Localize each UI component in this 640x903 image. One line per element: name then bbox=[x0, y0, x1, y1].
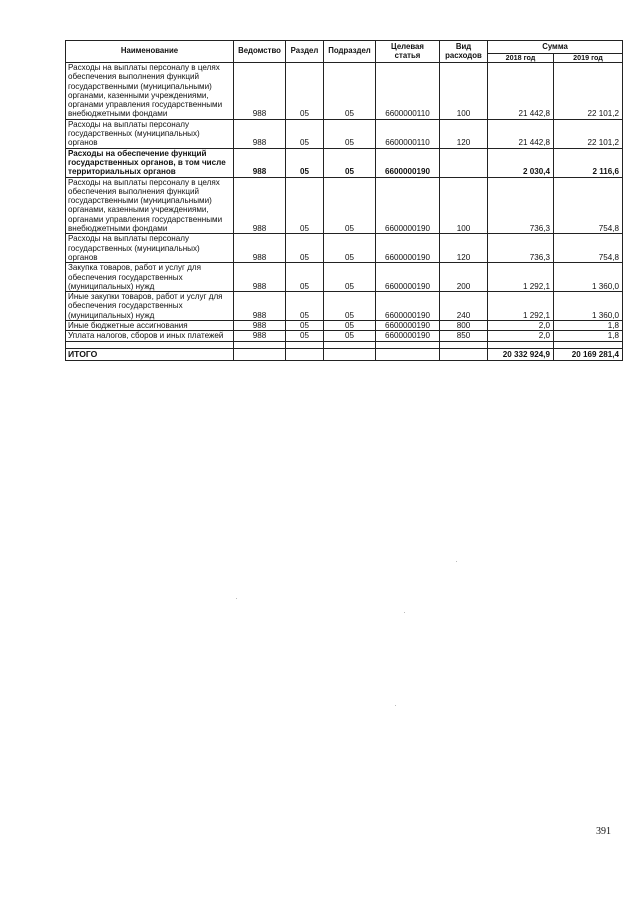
row-sum-2019: 754,8 bbox=[554, 177, 623, 234]
row-department: 988 bbox=[234, 331, 286, 341]
row-expense-type bbox=[440, 148, 488, 177]
empty-cell bbox=[440, 348, 488, 360]
row-department: 988 bbox=[234, 263, 286, 292]
table-row bbox=[66, 263, 623, 292]
row-target-article: 6600000110 bbox=[376, 119, 440, 148]
row-section: 05 bbox=[286, 119, 324, 148]
row-subsection: 05 bbox=[324, 119, 376, 148]
row-section: 05 bbox=[286, 177, 324, 234]
empty-cell bbox=[376, 341, 440, 348]
row-sum-2019: 22 101,2 bbox=[554, 119, 623, 148]
scan-speck bbox=[395, 705, 396, 706]
empty-cell bbox=[234, 348, 286, 360]
row-subsection: 05 bbox=[324, 321, 376, 331]
empty-cell bbox=[324, 348, 376, 360]
row-name: Расходы на обеспечение функций государственных органов, в том числе территориальных органов bbox=[66, 148, 234, 177]
row-sum-2018: 2 030,4 bbox=[488, 148, 554, 177]
table-row bbox=[66, 321, 623, 331]
row-sum-2018: 1 292,1 bbox=[488, 292, 554, 321]
row-department: 988 bbox=[234, 321, 286, 331]
row-target-article: 6600000190 bbox=[376, 321, 440, 331]
row-expense-type: 100 bbox=[440, 177, 488, 234]
row-sum-2018: 736,3 bbox=[488, 177, 554, 234]
empty-cell bbox=[324, 341, 376, 348]
spacer-row bbox=[66, 341, 623, 348]
total-sum-2018: 20 332 924,9 bbox=[488, 348, 554, 360]
row-name: Расходы на выплаты персоналу в целях обеспечения выполнения функций государственными (муниципальными) органами, казенными учреждениями, органами управления государственными внебюджетными фондами bbox=[66, 177, 234, 234]
row-section: 05 bbox=[286, 63, 324, 120]
total-row bbox=[66, 348, 623, 360]
table-row bbox=[66, 63, 623, 120]
table-row bbox=[66, 234, 623, 263]
empty-cell bbox=[488, 341, 554, 348]
table-row bbox=[66, 177, 623, 234]
scan-speck bbox=[236, 598, 237, 599]
row-department: 988 bbox=[234, 234, 286, 263]
row-section: 05 bbox=[286, 292, 324, 321]
empty-cell bbox=[66, 341, 234, 348]
header-section: Раздел bbox=[286, 41, 324, 63]
row-name: Уплата налогов, сборов и иных платежей bbox=[66, 331, 234, 341]
row-sum-2019: 2 116,6 bbox=[554, 148, 623, 177]
row-sum-2018: 2,0 bbox=[488, 331, 554, 341]
header-expense-type: Вид расходов bbox=[440, 41, 488, 63]
row-department: 988 bbox=[234, 292, 286, 321]
table-header bbox=[66, 41, 623, 63]
header-target-article: Целевая статья bbox=[376, 41, 440, 63]
row-department: 988 bbox=[234, 177, 286, 234]
table-row bbox=[66, 292, 623, 321]
header-name: Наименование bbox=[66, 41, 234, 63]
empty-cell bbox=[286, 341, 324, 348]
row-name: Иные закупки товаров, работ и услуг для обеспечения государственных (муниципальных) нужд bbox=[66, 292, 234, 321]
row-sum-2018: 736,3 bbox=[488, 234, 554, 263]
row-name: Расходы на выплаты персоналу в целях обеспечения выполнения функций государственными (муниципальными) органами, казенными учреждениями, органами управления государственными внебюджетными фондами bbox=[66, 63, 234, 120]
table-row bbox=[66, 119, 623, 148]
row-target-article: 6600000110 bbox=[376, 63, 440, 120]
row-target-article: 6600000190 bbox=[376, 148, 440, 177]
row-subsection: 05 bbox=[324, 177, 376, 234]
row-department: 988 bbox=[234, 119, 286, 148]
budget-table bbox=[65, 40, 623, 361]
row-sum-2018: 21 442,8 bbox=[488, 63, 554, 120]
table-row bbox=[66, 331, 623, 341]
row-target-article: 6600000190 bbox=[376, 331, 440, 341]
row-department: 988 bbox=[234, 148, 286, 177]
row-name: Иные бюджетные ассигнования bbox=[66, 321, 234, 331]
row-sum-2019: 1,8 bbox=[554, 331, 623, 341]
empty-cell bbox=[234, 341, 286, 348]
scan-speck bbox=[404, 612, 405, 613]
row-expense-type: 100 bbox=[440, 63, 488, 120]
row-expense-type: 850 bbox=[440, 331, 488, 341]
total-sum-2019: 20 169 281,4 bbox=[554, 348, 623, 360]
scan-speck bbox=[456, 561, 457, 562]
row-target-article: 6600000190 bbox=[376, 263, 440, 292]
table-body bbox=[66, 63, 623, 361]
row-sum-2018: 2,0 bbox=[488, 321, 554, 331]
row-subsection: 05 bbox=[324, 148, 376, 177]
empty-cell bbox=[440, 341, 488, 348]
row-section: 05 bbox=[286, 263, 324, 292]
header-sum: Сумма bbox=[488, 41, 623, 54]
row-section: 05 bbox=[286, 331, 324, 341]
empty-cell bbox=[554, 341, 623, 348]
row-subsection: 05 bbox=[324, 331, 376, 341]
row-expense-type: 120 bbox=[440, 234, 488, 263]
total-label: ИТОГО bbox=[66, 348, 234, 360]
row-target-article: 6600000190 bbox=[376, 177, 440, 234]
empty-cell bbox=[286, 348, 324, 360]
header-year-2018: 2018 год bbox=[488, 54, 554, 63]
header-department: Ведомство bbox=[234, 41, 286, 63]
row-sum-2019: 22 101,2 bbox=[554, 63, 623, 120]
row-sum-2019: 1 360,0 bbox=[554, 263, 623, 292]
row-subsection: 05 bbox=[324, 263, 376, 292]
row-subsection: 05 bbox=[324, 234, 376, 263]
row-name: Расходы на выплаты персоналу государственных (муниципальных) органов bbox=[66, 234, 234, 263]
row-section: 05 bbox=[286, 148, 324, 177]
row-sum-2018: 1 292,1 bbox=[488, 263, 554, 292]
row-expense-type: 240 bbox=[440, 292, 488, 321]
row-name: Закупка товаров, работ и услуг для обеспечения государственных (муниципальных) нужд bbox=[66, 263, 234, 292]
row-sum-2018: 21 442,8 bbox=[488, 119, 554, 148]
header-subsection: Подраздел bbox=[324, 41, 376, 63]
row-target-article: 6600000190 bbox=[376, 234, 440, 263]
row-section: 05 bbox=[286, 234, 324, 263]
row-subsection: 05 bbox=[324, 63, 376, 120]
row-subsection: 05 bbox=[324, 292, 376, 321]
row-sum-2019: 754,8 bbox=[554, 234, 623, 263]
empty-cell bbox=[376, 348, 440, 360]
row-department: 988 bbox=[234, 63, 286, 120]
row-expense-type: 120 bbox=[440, 119, 488, 148]
row-section: 05 bbox=[286, 321, 324, 331]
row-sum-2019: 1 360,0 bbox=[554, 292, 623, 321]
row-name: Расходы на выплаты персоналу государственных (муниципальных) органов bbox=[66, 119, 234, 148]
page-number: 391 bbox=[596, 826, 611, 837]
header-year-2019: 2019 год bbox=[554, 54, 623, 63]
row-expense-type: 800 bbox=[440, 321, 488, 331]
row-target-article: 6600000190 bbox=[376, 292, 440, 321]
table-row bbox=[66, 148, 623, 177]
row-sum-2019: 1,8 bbox=[554, 321, 623, 331]
row-expense-type: 200 bbox=[440, 263, 488, 292]
